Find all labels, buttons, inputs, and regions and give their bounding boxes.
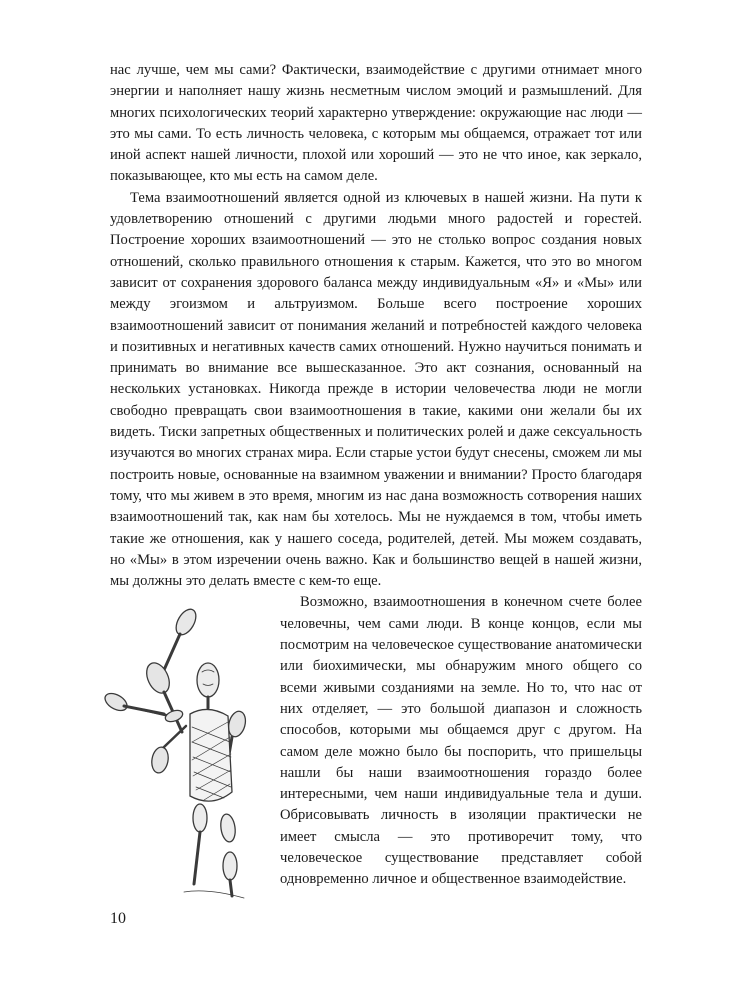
paragraph-1: нас лучше, чем мы сами? Фактически, взаимодействие с другими отнимает много энергии и наполняет нашу жизнь несметным числом эмоций и размышлений. Для многих психологических теорий характерно утверждение: окружающие нас люди — это мы сами. То есть личность человека, с которым мы общаемся, отражает тот или иной аспект нашей личности, плохой или хороший — это не что иное, как зеркало, показывающее, кто мы есть на самом деле. <box>110 62 642 185</box>
page-number: 10 <box>110 910 126 927</box>
paragraph-2: Тема взаимоотношений является одной из ключевых в нашей жизни. На пути к удовлетворению отношений с другими людьми много радостей и горестей. Построение хороших взаимоотношений — это не столько вопрос создания новых отношений, сколько правильного отношения к старым. Кажется, что это во многом зависит от сохранения здорового баланса между индивидуальным «Я» и «Мы» или между эгоизмом и альтруизмом. Больше всего построение хороших взаимоотношений зависит от понимания желаний и потребностей каждого человека и позитивных и негативных качеств самих отношений. Нужно научиться понимать и принимать во внимание все вышесказанное. Это акт сознания, основанный на нескольких установках. Никогда прежде в истории человечества люди не могли свободно превращать свои взаимоотношения в такие, какими они желали бы их видеть. Тиски запретных общественных и политических ролей и даже сексуальность изучаются во многих странах мира. Если старые устои будут снесены, сможем ли мы построить новые, основанные на взаимном уважении и внимании? Просто благодаря тому, что мы живем в это время, многим из нас дана возможность сотворения наших взаимоотношений так, как нам бы хотелось. Мы не нуждаемся в том, чтобы иметь такие же отношения, как у нашего соседа, родителей, детей. Мы можем создавать, но «Мы» в этом изречении очень важно. Как и большинство вещей в нашей жизни, мы должны это делать вместе с кем-то еще. <box>110 189 642 590</box>
paragraph-3: Возможно, взаимоотношения в конечном счете более человечны, чем сами люди. В конце концов, если мы посмотрим на человеческое существование анатомически или биохимически, мы обнаружим много общего со всеми живыми созданиями на земле. Но то, что нас от них отделяет, — это большой диапазон и сложность способов, которыми мы общаемся друг с другом. На самом деле можно было бы поспорить, что пришельцы нашли бы наши взаимоотношения гораздо более интересными, чем наши индивидуальные тела и души. Обрисовывать личность в изоляции практически не имеет смысла — это противоречит тому, что человеческое существование представляет собой одновременно личное и общественное взаимодействие. <box>280 594 642 888</box>
floating-spoon-icon <box>164 606 200 670</box>
illustration-section <box>110 592 642 890</box>
page-body <box>110 60 642 904</box>
spoon-figure-illustration-icon <box>104 592 280 904</box>
